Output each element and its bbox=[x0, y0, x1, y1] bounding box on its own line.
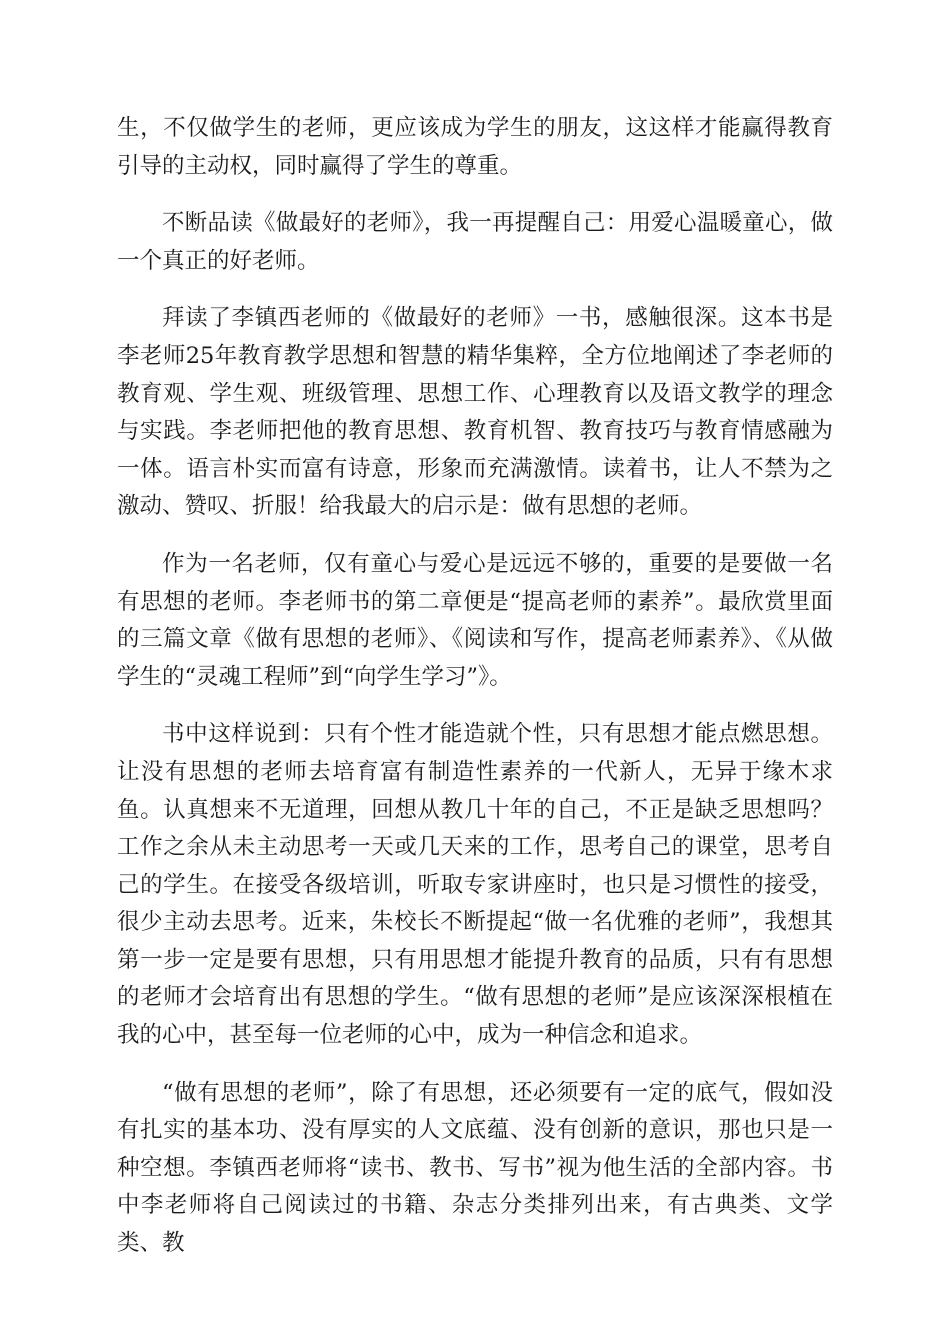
document-body bbox=[117, 110, 833, 1283]
paragraph: 书中这样说到：只有个性才能造就个性，只有思想才能点燃思想。让没有思想的老师去培育富有制造性素养的一代新人，无异于缘木求鱼。认真想来不无道理，回想从教几十年的自己，不正是缺乏思想吗？工作之余从未主动思考一天或几天来的工作，思考自己的课堂，思考自己的学生。在接受各级培训，听取专家讲座时，也只是习惯性的接受，很少主动去思考。近来，朱校长不断提起“做一名优雅的老师”，我想其第一步一定是要有思想，只有用思想才能提升教育的品质，只有有思想的老师才会培育出有思想的学生。“做有思想的老师”是应该深深根植在我的心中，甚至每一位老师的心中，成为一种信念和追求。 bbox=[117, 721, 833, 1049]
paragraph-continuation: 生，不仅做学生的老师，更应该成为学生的朋友，这这样才能赢得教育引导的主动权，同时赢得了学生的尊重。 bbox=[117, 115, 833, 179]
paragraph: “做有思想的老师”，除了有思想，还必须要有一定的底气，假如没有扎实的基本功、没有厚实的人文底蕴、没有创新的意识，那也只是一种空想。李镇西老师将“读书、教书、写书”视为他生活的全部内容。书中李老师将自己阅读过的书籍、杂志分类排列出来，有古典类、文学类、教 bbox=[117, 1079, 833, 1257]
paragraph: 拜读了李镇西老师的《做最好的老师》一书，感触很深。这本书是李老师25年教育教学思想和智慧的精华集粹，全方位地阐述了李老师的教育观、学生观、班级管理、思想工作、心理教育以及语文教学的理念与实践。李老师把他的教育思想、教育机智、教育技巧与教育情感融为一体。语言朴实而富有诗意，形象而充满激情。读着书，让人不禁为之激动、赞叹、折服！给我最大的启示是：做有思想的老师。 bbox=[117, 305, 833, 520]
paragraph: 不断品读《做最好的老师》，我一再提醒自己：用爱心温暖童心，做一个真正的好老师。 bbox=[117, 210, 833, 274]
paragraph: 作为一名老师，仅有童心与爱心是远远不够的，重要的是要做一名有思想的老师。李老师书的第二章便是“提高老师的素养”。最欣赏里面的三篇文章《做有思想的老师》、《阅读和写作，提高老师素养》、《从做学生的“灵魂工程师”到“向学生学习”》。 bbox=[117, 550, 833, 690]
